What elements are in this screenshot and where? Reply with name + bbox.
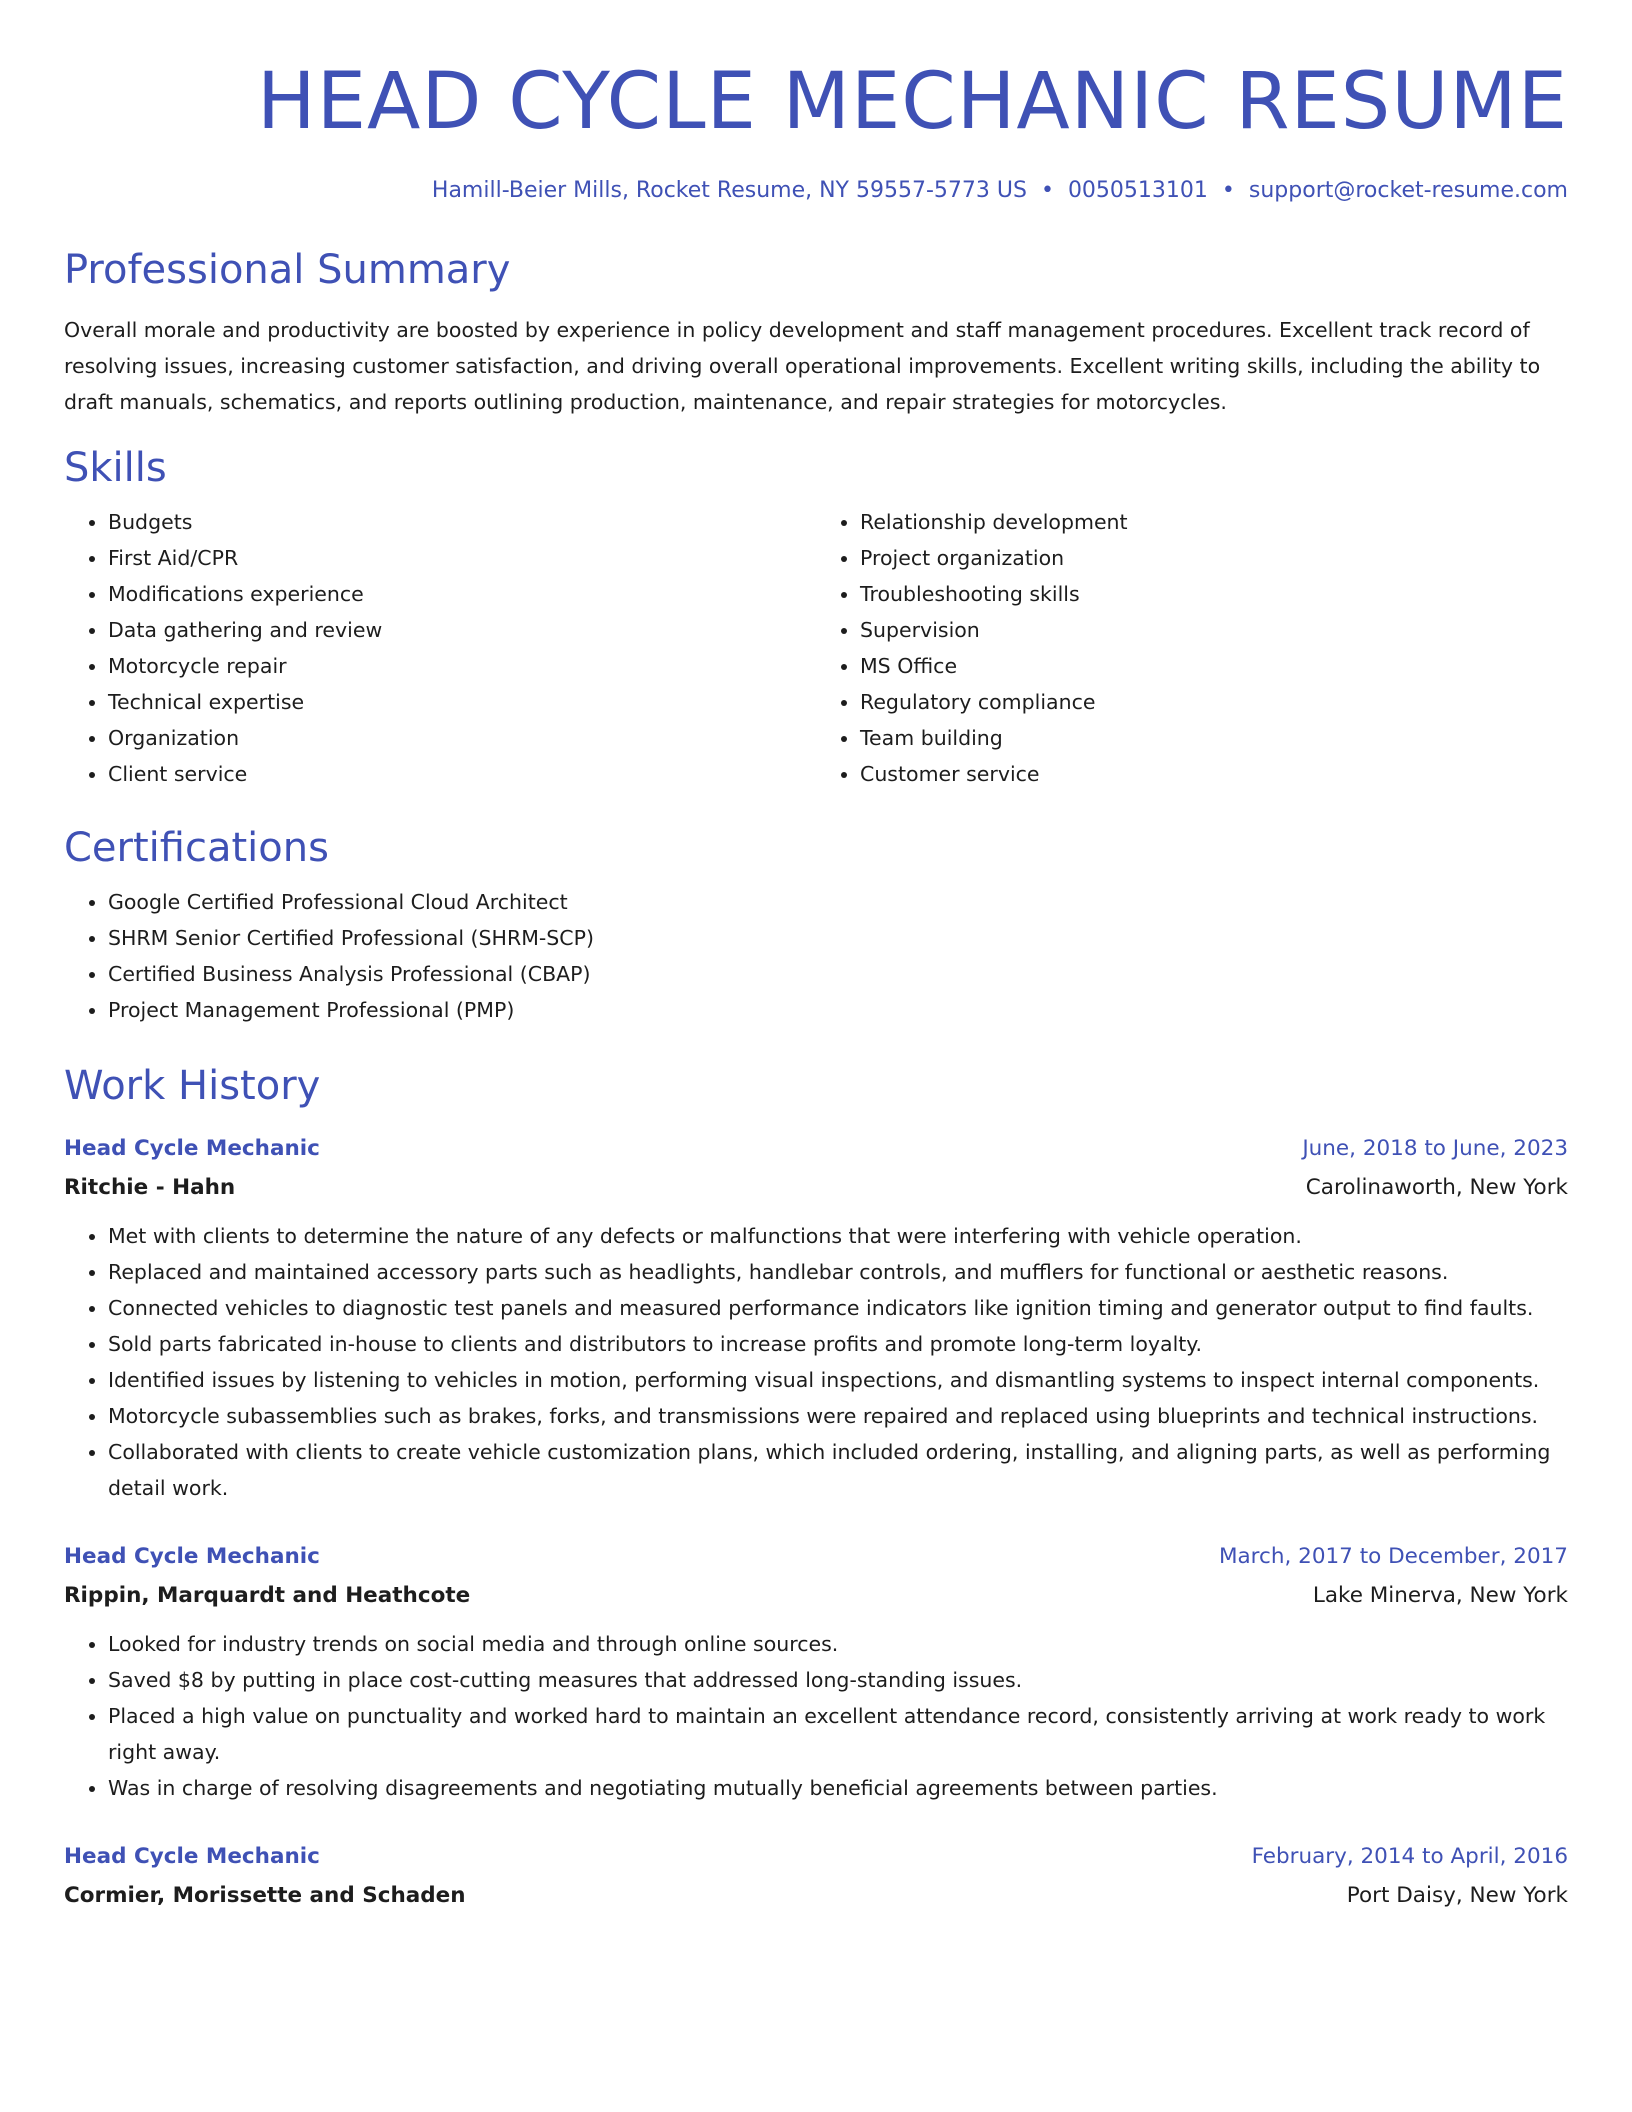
job-duty-item: • Connected vehicles to diagnostic test panels and measured performance indicators like ignition timing and generator output to find faults.: [108, 1290, 1568, 1326]
skill-item: • Data gathering and review: [108, 612, 816, 648]
contact-separator: •: [1221, 178, 1235, 203]
certification-item: • Project Management Professional (PMP): [108, 992, 1568, 1028]
skill-item: • First Aid/CPR: [108, 540, 816, 576]
skill-item: • Organization: [108, 720, 816, 756]
job-duties-list: [64, 1626, 1568, 1806]
job-duties-list: [64, 1218, 1568, 1506]
skill-item: • Customer service: [860, 756, 1568, 792]
job-location: Port Daisy, New York: [1346, 1883, 1568, 1908]
contact-phone: 0050513101: [1067, 178, 1208, 203]
resume-title: HEAD CYCLE MECHANIC RESUME: [257, 57, 1568, 147]
job-duty-item: • Placed a high value on punctuality and worked hard to maintain an excellent attendance record, consistently arriving at work ready to work right away.: [108, 1698, 1568, 1770]
job-location: Carolinaworth, New York: [1305, 1175, 1568, 1200]
skills-heading: Skills: [64, 445, 167, 491]
job-dates: February, 2014 to April, 2016: [1251, 1844, 1568, 1869]
contact-separator: •: [1040, 178, 1054, 203]
certification-item: • SHRM Senior Certified Professional (SHRM-SCP): [108, 920, 1568, 956]
job-duty-item: • Collaborated with clients to create vehicle customization plans, which included ordering, installing, and aligning parts, as well as performing detail work.: [108, 1434, 1568, 1506]
job-title-row: [64, 1130, 1568, 1168]
job-title-row: [64, 1538, 1568, 1576]
work-history-heading: Work History: [64, 1063, 321, 1109]
job-duty-item: • Looked for industry trends on social media and through online sources.: [108, 1626, 1568, 1662]
job-title: Head Cycle Mechanic: [64, 1136, 320, 1161]
job-duty-item: • Replaced and maintained accessory parts such as headlights, handlebar controls, and mufflers for functional or aesthetic reasons.: [108, 1254, 1568, 1290]
job-duty-item: • Met with clients to determine the nature of any defects or malfunctions that were interfering with vehicle operation.: [108, 1218, 1568, 1254]
skill-item: • Technical expertise: [108, 684, 816, 720]
job-duty-item: • Saved $8 by putting in place cost-cutting measures that addressed long-standing issues.: [108, 1662, 1568, 1698]
contact-address: Hamill-Beier Mills, Rocket Resume, NY 59557-5773 US: [431, 178, 1027, 203]
job-company-row: [64, 1576, 1568, 1616]
skill-item: • Modifications experience: [108, 576, 816, 612]
job-entry: [64, 1538, 1568, 1806]
job-location: Lake Minerva, New York: [1312, 1583, 1568, 1608]
job-company: Cormier, Morissette and Schaden: [64, 1883, 466, 1908]
summary-heading: Professional Summary: [64, 247, 511, 293]
contact-line: [64, 176, 1568, 206]
skills-list: [64, 504, 1568, 792]
skill-item: • Supervision: [860, 612, 1568, 648]
job-company: Rippin, Marquardt and Heathcote: [64, 1583, 471, 1608]
job-company-row: [64, 1168, 1568, 1208]
job-title: Head Cycle Mechanic: [64, 1844, 320, 1869]
skill-item: • Motorcycle repair: [108, 648, 816, 684]
contact-email: support@rocket-resume.com: [1248, 178, 1568, 203]
job-entry: [64, 1838, 1568, 1916]
summary-text: Overall morale and productivity are boosted by experience in policy development and staff management procedures. Excellent track record of resolving issues, increasing customer satisfaction, and driving overall operational improvements. Excellent writing skills, including the ability to draft manuals, schematics, and reports outlining production, maintenance, and repair strategies for motorcycles.: [64, 318, 1541, 414]
job-duty-item: • Motorcycle subassemblies such as brakes, forks, and transmissions were repaired and replaced using blueprints and technical instructions.: [108, 1398, 1568, 1434]
skill-item: • Troubleshooting skills: [860, 576, 1568, 612]
job-dates: June, 2018 to June, 2023: [1302, 1136, 1568, 1161]
job-duty-item: • Was in charge of resolving disagreements and negotiating mutually beneficial agreements between parties.: [108, 1770, 1568, 1806]
skill-item: • Regulatory compliance: [860, 684, 1568, 720]
job-entry: [64, 1130, 1568, 1506]
job-company-row: [64, 1876, 1568, 1916]
skill-item: • Relationship development: [860, 504, 1568, 540]
skills-column-right: [816, 504, 1568, 792]
job-dates: March, 2017 to December, 2017: [1218, 1544, 1568, 1569]
skill-item: • Client service: [108, 756, 816, 792]
certifications-list: [64, 884, 1568, 1028]
skill-item: • Budgets: [108, 504, 816, 540]
skill-item: • Project organization: [860, 540, 1568, 576]
certification-item: • Certified Business Analysis Professional (CBAP): [108, 956, 1568, 992]
job-duty-item: • Identified issues by listening to vehicles in motion, performing visual inspections, and dismantling systems to inspect internal components.: [108, 1362, 1568, 1398]
skill-item: • MS Office: [860, 648, 1568, 684]
job-title-row: [64, 1838, 1568, 1876]
job-company: Ritchie - Hahn: [64, 1175, 236, 1200]
job-duty-item: • Sold parts fabricated in-house to clients and distributors to increase profits and promote long-term loyalty.: [108, 1326, 1568, 1362]
certifications-heading: Certifications: [64, 825, 329, 871]
resume-page: [64, 0, 1568, 1916]
job-title: Head Cycle Mechanic: [64, 1544, 320, 1569]
skill-item: • Team building: [860, 720, 1568, 756]
skills-column-left: [64, 504, 816, 792]
certification-item: • Google Certified Professional Cloud Architect: [108, 884, 1568, 920]
